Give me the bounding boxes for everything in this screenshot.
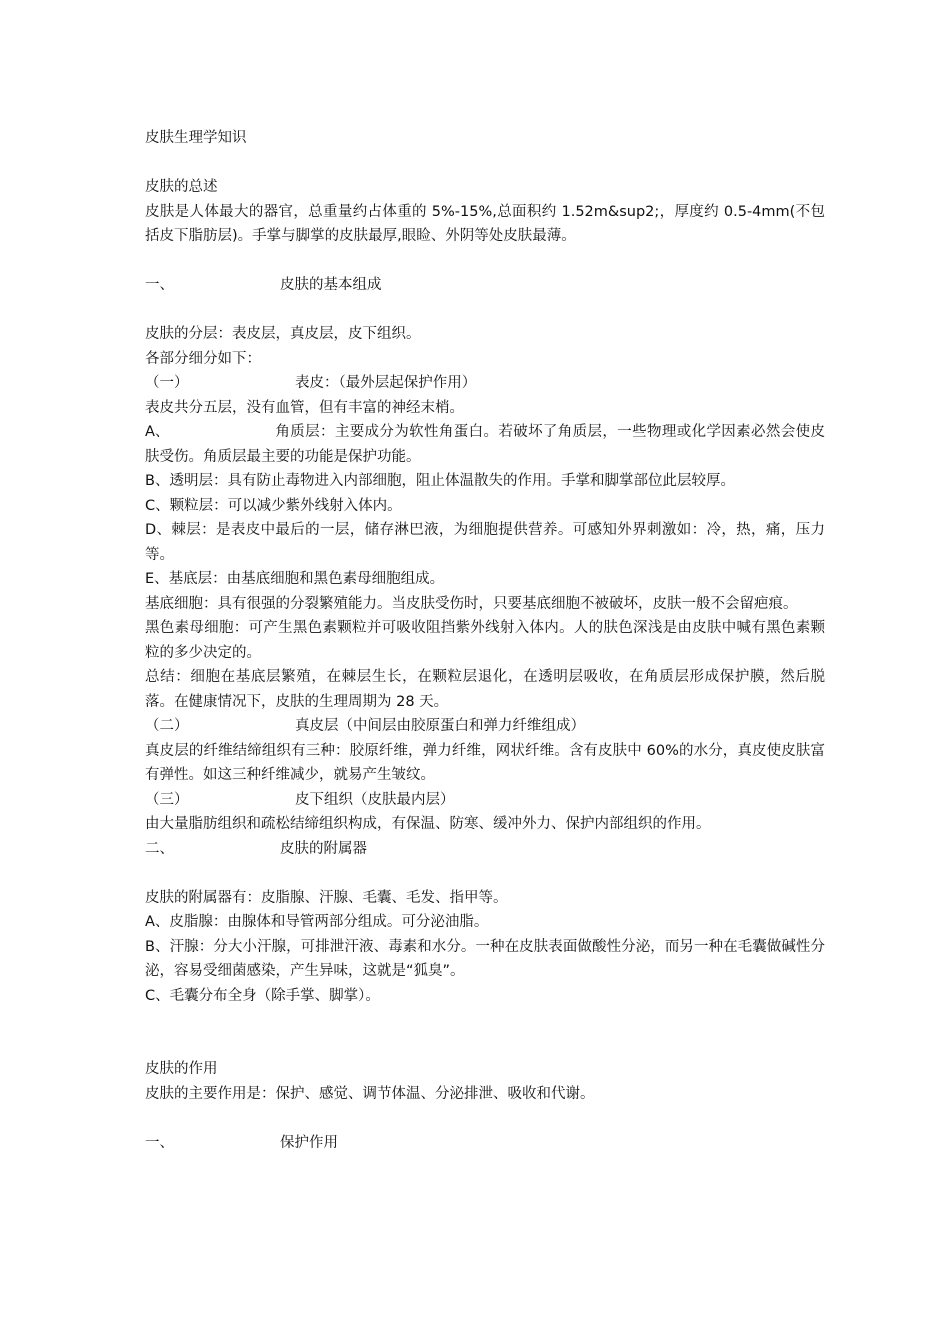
layers-intro: 各部分细分如下： <box>145 350 261 367</box>
basal-cell-text: 基底细胞：具有很强的分裂繁殖能力。当皮肤受伤时，只要基底细胞不被破坏，皮肤一般不会留疤痕。 <box>145 595 798 612</box>
epidermis-item-a-text: 角质层：主要成分为软性角蛋白。若破坏了角质层，一些物理或化学因素必然会使皮肤受伤。角质层最主要的功能是保护功能。 <box>145 424 825 465</box>
section2-heading <box>145 837 825 862</box>
function-item1-title: 保护作用 <box>280 1134 338 1151</box>
epidermis-conclusion: 总结：细胞在基底层繁殖，在棘层生长，在颗粒层退化，在透明层吸收，在角质层形成保护膜，然后脱落。在健康情况下，皮肤的生理周期为 28 天。 <box>145 669 825 710</box>
subcutis-heading <box>145 788 825 813</box>
dermis-text: 真皮层的纤维结缔组织有三种：胶原纤维，弹力纤维，网状纤维。含有皮肤中 60%的水分，真皮使皮肤富有弹性。如这三种纤维减少，就易产生皱纹。 <box>145 742 825 783</box>
subcutis-text: 由大量脂肪组织和疏松结缔组织构成，有保温、防寒、缓冲外力、保护内部组织的作用。 <box>145 816 711 832</box>
appendage-item-a: A、皮脂腺：由腺体和导管两部分组成。可分泌油脂。 <box>145 914 489 930</box>
function-item1-number: 一、 <box>145 1134 174 1151</box>
dermis-heading <box>145 714 825 739</box>
subcutis-number: （三） <box>145 791 189 808</box>
overview-text: 皮肤是人体最大的器官，总重量约占体重的 5%-15%,总面积约 1.52m&sup2;，厚度约 0.5-4mm(不包括皮下脂肪层)。手掌与脚掌的皮肤最厚,眼睑、外阴等处皮肤最薄。 <box>145 203 825 244</box>
section2-title: 皮肤的附属器 <box>280 840 367 857</box>
subcutis-title: 皮下组织（皮肤最内层） <box>295 791 455 808</box>
epidermis-item-a <box>145 420 825 469</box>
functions-text: 皮肤的主要作用是：保护、感觉、调节体温、分泌排泄、吸收和代谢。 <box>145 1085 595 1102</box>
appendage-item-c: C、毛囊分布全身（除手掌、脚掌）。 <box>145 987 380 1004</box>
overview-heading: 皮肤的总述 <box>145 179 218 195</box>
epidermis-item-d: D、棘层：是表皮中最后的一层，储存淋巴液，为细胞提供营养。可感知外界刺激如：冷，热，痛，压力等。 <box>145 522 825 563</box>
section2-number: 二、 <box>145 840 174 857</box>
appendages-intro: 皮肤的附属器有：皮脂腺、汗腺、毛囊、毛发、指甲等。 <box>145 889 508 906</box>
epidermis-heading <box>145 371 825 396</box>
epidermis-item-c: C、颗粒层：可以减少紫外线射入体内。 <box>145 497 402 514</box>
epidermis-item-b: B、透明层：具有防止毒物进入内部细胞，阻止体温散失的作用。手掌和脚掌部位此层较厚。 <box>145 473 735 489</box>
document-body <box>145 126 825 1155</box>
epidermis-title: 表皮：（最外层起保护作用） <box>295 375 477 391</box>
document-title: 皮肤生理学知识 <box>145 130 247 146</box>
section1-title: 皮肤的基本组成 <box>280 277 382 293</box>
function-item1-heading <box>145 1131 825 1156</box>
dermis-title: 真皮层（中间层由胶原蛋白和弹力纤维组成） <box>295 718 585 734</box>
layers-text: 皮肤的分层：表皮层，真皮层，皮下组织。 <box>145 326 421 342</box>
dermis-number: （二） <box>145 718 189 734</box>
epidermis-item-e: E、基底层：由基底细胞和黑色素母细胞组成。 <box>145 571 445 587</box>
section1-heading <box>145 273 825 298</box>
epidermis-item-a-label: A、 <box>145 424 170 440</box>
epidermis-number: （一） <box>145 375 189 391</box>
functions-heading: 皮肤的作用 <box>145 1061 218 1077</box>
melanocyte-text: 黑色素母细胞：可产生黑色素颗粒并可吸收阻挡紫外线射入体内。人的肤色深浅是由皮肤中喊有黑色素颗粒的多少决定的。 <box>145 620 825 661</box>
section1-number: 一、 <box>145 277 174 293</box>
epidermis-summary: 表皮共分五层，没有血管，但有丰富的神经末梢。 <box>145 399 464 416</box>
appendage-item-b: B、汗腺：分大小汗腺，可排泄汗液、毒素和水分。一种在皮肤表面做酸性分泌，而另一种在毛囊做碱性分泌，容易受细菌感染，产生异味，这就是“狐臭”。 <box>145 938 825 979</box>
